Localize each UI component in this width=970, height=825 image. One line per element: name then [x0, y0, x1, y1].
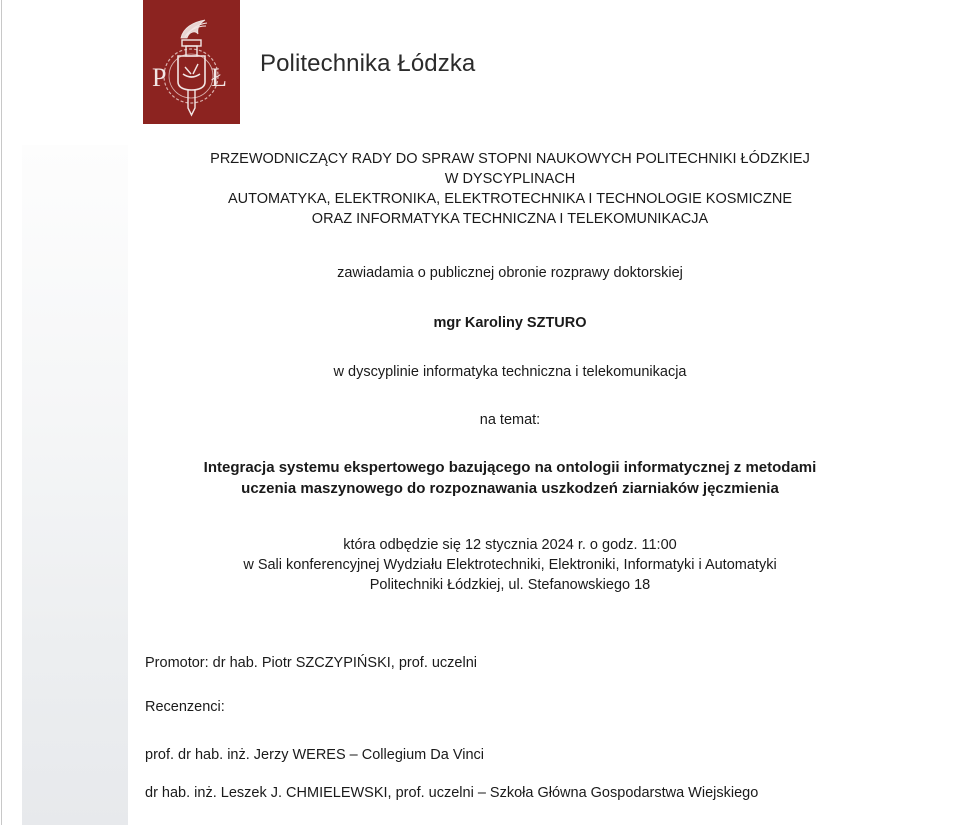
- title-line: Integracja systemu ekspertowego bazującego na ontologii informatycznej z metodami: [203, 459, 817, 476]
- heading-line: W DYSCYPLINACH: [444, 171, 576, 187]
- event-address: Politechniki Łódzkiej, ul. Stefanowskiego 18: [369, 577, 651, 593]
- event-date: która odbędzie się 12 stycznia 2024 r. o godz. 11:00: [343, 537, 677, 553]
- title-line: uczenia maszynowego do rozpoznawania uszkodzeń ziarniaków jęczmienia: [241, 480, 779, 497]
- svg-text:Ł: Ł: [211, 63, 227, 92]
- discipline: w dyscyplinie informatyka techniczna i telekomunikacja: [333, 364, 687, 380]
- page-shadow-band: [22, 145, 128, 825]
- page-left-border: [1, 0, 2, 825]
- candidate-name: mgr Karoliny SZTURO: [433, 315, 587, 331]
- reviewer-item: prof. dr hab. inż. Jerzy WERES – Collegium Da Vinci: [145, 747, 485, 763]
- reviewer-item: dr hab. inż. Leszek J. CHMIELEWSKI, prof. uczelni – Szkoła Główna Gospodarstwa Wiejskiego: [145, 785, 759, 801]
- defense-notice: zawiadamia o publicznej obronie rozprawy doktorskiej: [337, 265, 683, 281]
- svg-text:P: P: [152, 63, 167, 92]
- university-logo: [143, 0, 240, 124]
- promotor: Promotor: dr hab. Piotr SZCZYPIŃSKI, prof. uczelni: [145, 655, 478, 671]
- event-details: [140, 535, 880, 595]
- dissertation-title: [140, 457, 880, 499]
- torch-crest-icon: [143, 0, 240, 124]
- heading-line: AUTOMATYKA, ELEKTRONIKA, ELEKTROTECHNIKA I TECHNOLOGIE KOSMICZNE: [228, 191, 792, 207]
- university-name: Politechnika Łódzka: [260, 50, 476, 77]
- event-venue: w Sali konferencyjnej Wydziału Elektrotechniki, Elektroniki, Informatyki i Automatyki: [243, 557, 777, 573]
- topic-label: na temat:: [479, 412, 541, 428]
- reviewers-label: Recenzenci:: [145, 699, 225, 715]
- heading-line: ORAZ INFORMATYKA TECHNICZNA I TELEKOMUNIKACJA: [311, 211, 709, 227]
- council-heading: [140, 149, 880, 229]
- heading-line: PRZEWODNICZĄCY RADY DO SPRAW STOPNI NAUKOWYCH POLITECHNIKI ŁÓDZKIEJ: [210, 151, 810, 167]
